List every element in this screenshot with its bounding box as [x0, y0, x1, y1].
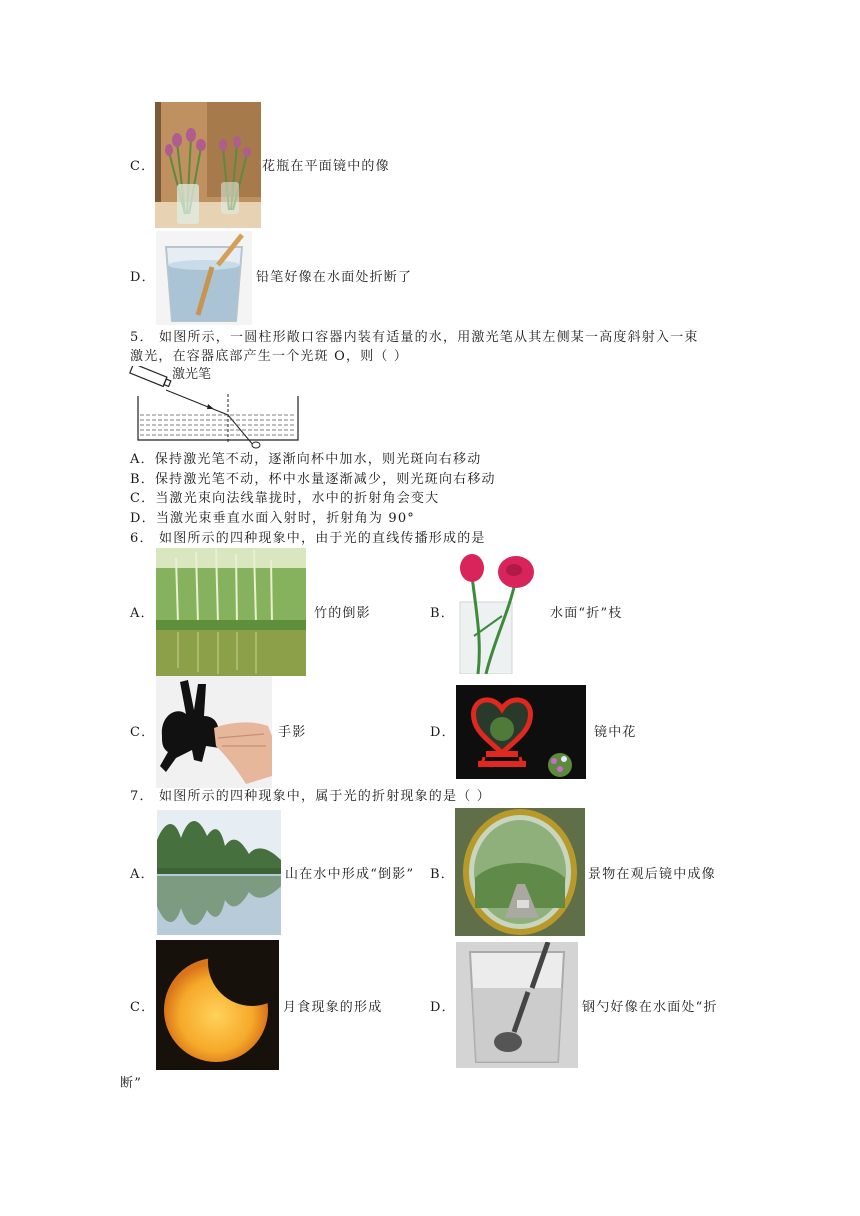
q7-option-c-text: 月食现象的形成	[283, 1000, 383, 1015]
rose-vase-photo	[456, 550, 544, 674]
q7-option-label-c: C．	[130, 1000, 156, 1015]
q6-option-c-text: 手影	[278, 725, 307, 740]
q7-option-d-text: 钢勺好像在水面处“折	[582, 1000, 718, 1015]
q5-stem-line1: 5． 如图所示，一圆柱形敞口容器内装有适量的水，用激光笔从其左侧某一高度斜射入一束	[130, 330, 699, 345]
laser-pen-label: 激光笔	[172, 367, 212, 382]
q5-stem-line2: 激光，在容器底部产生一个光斑 O，则（ ）	[130, 349, 409, 364]
q7-option-d-text-continued: 断”	[120, 1076, 143, 1091]
q5-option-c: C．当激光束向法线靠拢时，水中的折射角会变大	[130, 491, 440, 506]
vase-mirror-photo	[155, 102, 261, 228]
lunar-eclipse-photo	[156, 940, 279, 1070]
q7-option-a-text: 山在水中形成“倒影”	[285, 867, 415, 882]
option-c-text: 花瓶在平面镜中的像	[262, 159, 390, 174]
q5-option-a: A．保持激光笔不动，逐渐向杯中加水，则光斑向右移动	[130, 452, 482, 467]
option-label-c: C．	[130, 159, 156, 174]
hand-shadow-photo	[156, 676, 272, 788]
q6-option-d-text: 镜中花	[594, 725, 637, 740]
option-d-text: 铅笔好像在水面处折断了	[256, 270, 413, 285]
q5-option-d: D．当激光束垂直水面入射时，折射角为 90°	[130, 511, 415, 526]
q7-option-label-a: A．	[130, 867, 155, 882]
q6-option-label-d: D．	[430, 725, 456, 740]
q7-stem: 7． 如图所示的四种现象中，属于光的折射现象的是（ ）	[130, 789, 491, 804]
q7-option-label-b: B．	[430, 867, 455, 882]
option-label-d: D．	[130, 270, 156, 285]
mountain-reflection-photo	[157, 810, 281, 935]
q7-option-label-d: D．	[430, 1000, 456, 1015]
q6-option-b-text: 水面“折”枝	[550, 606, 623, 621]
q5-option-b: B．保持激光笔不动，杯中水量逐渐减少，则光斑向右移动	[130, 472, 496, 487]
q6-option-label-c: C．	[130, 725, 156, 740]
q6-option-a-text: 竹的倒影	[314, 606, 371, 621]
bamboo-reflection-photo	[156, 548, 306, 676]
rearview-mirror-photo	[455, 808, 585, 936]
q6-option-label-a: A．	[130, 606, 155, 621]
laser-container-diagram	[128, 366, 308, 450]
q6-stem: 6． 如图所示的四种现象中，由于光的直线传播形成的是	[130, 531, 486, 546]
q7-option-b-text: 景物在观后镜中成像	[588, 867, 716, 882]
spoon-glass-photo	[456, 942, 578, 1068]
heart-mirror-photo	[456, 685, 586, 779]
q6-option-label-b: B．	[430, 606, 455, 621]
pencil-glass-photo	[156, 231, 252, 325]
